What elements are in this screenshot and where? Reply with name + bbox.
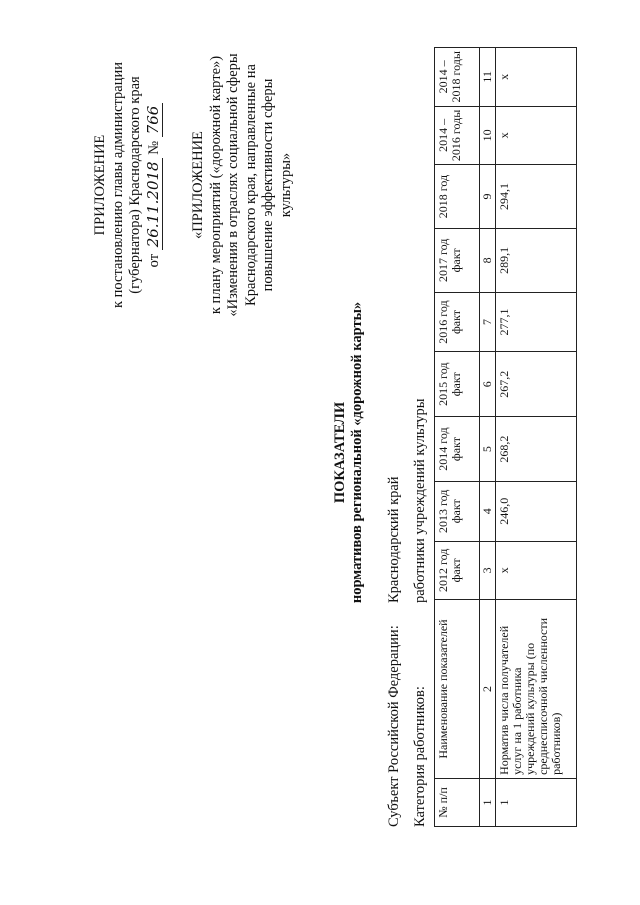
- plan-appendix-line-4: повышение эффективности сферы: [260, 78, 276, 292]
- document-title-line-2: нормативов региональной «дорожной карты»: [349, 301, 365, 604]
- appendix-from-prefix: от: [145, 253, 162, 268]
- row-value-2014-2016: x: [496, 106, 577, 165]
- category-row: [411, 207, 429, 827]
- header-2017: 2017 год факт: [435, 228, 480, 292]
- row-value-2016: 277,1: [496, 292, 577, 352]
- header-2014-2018: 2014 – 2018 годы: [435, 48, 480, 107]
- row-name: Норматив числа получателей услуг на 1 работника учреждений культуры (по среднесписочной численности работников): [496, 600, 577, 779]
- plan-appendix-title: «ПРИЛОЖЕНИЕ: [190, 131, 206, 239]
- row-value-2017: 289,1: [496, 228, 577, 292]
- appendix-date-line: [145, 20, 164, 350]
- column-number: 2: [480, 600, 496, 779]
- row-value-2014: 268,2: [496, 417, 577, 482]
- column-number-row: [480, 48, 496, 827]
- column-number: 3: [480, 541, 496, 600]
- header-2014-2016: 2014 – 2016 годы: [435, 106, 480, 165]
- column-number: 1: [480, 778, 496, 826]
- appendix-line-1: к постановлению главы администрации: [109, 61, 126, 309]
- column-number: 4: [480, 481, 496, 541]
- subject-label: Субъект Российской Федерации:: [386, 625, 402, 827]
- document-title: [332, 0, 366, 905]
- plan-appendix-line-1: к плану мероприятий («дорожной карте»): [207, 55, 224, 315]
- header-num: № п/п: [435, 778, 480, 826]
- row-value-2012: x: [496, 541, 577, 600]
- document-title-line-1: ПОКАЗАТЕЛИ: [332, 401, 348, 504]
- category-label: Категория работников:: [412, 686, 428, 827]
- row-value-2014-2018: x: [496, 48, 577, 107]
- row-value-2015: 267,2: [496, 352, 577, 417]
- table-header-row: [435, 48, 480, 827]
- plan-appendix-line-5: культуры»: [277, 152, 294, 218]
- category-value: работники учреждений культуры: [412, 398, 428, 603]
- handwritten-date: 26.11.2018: [144, 158, 163, 250]
- plan-appendix-line-3: Краснодарского края, направленные на: [242, 64, 259, 306]
- header-2015: 2015 год факт: [435, 352, 480, 417]
- header-2016: 2016 год факт: [435, 292, 480, 352]
- indicators-table: [434, 47, 577, 827]
- column-number: 11: [480, 48, 496, 107]
- column-number: 5: [480, 417, 496, 482]
- column-number: 7: [480, 292, 496, 352]
- plan-appendix-line-2: «Изменения в отраслях социальной сферы: [225, 53, 241, 317]
- header-2018: 2018 год: [435, 165, 480, 229]
- column-number: 9: [480, 165, 496, 229]
- column-number: 8: [480, 228, 496, 292]
- handwritten-number: 766: [144, 103, 163, 138]
- appendix-line-2: (губернатора) Краснодарского края: [127, 76, 143, 294]
- header-name: Наименование показателей: [435, 600, 480, 779]
- number-sign: №: [145, 140, 162, 155]
- row-num: 1: [496, 778, 577, 826]
- header-2014: 2014 год факт: [435, 417, 480, 482]
- row-value-2018: 294,1: [496, 165, 577, 229]
- header-2012: 2012 год факт: [435, 541, 480, 600]
- row-value-2013: 246,0: [496, 481, 577, 541]
- appendix-title: ПРИЛОЖЕНИЕ: [92, 134, 108, 236]
- table-row: [496, 48, 577, 827]
- column-number: 6: [480, 352, 496, 417]
- subject-value: Краснодарский край: [386, 476, 402, 603]
- column-number: 10: [480, 106, 496, 165]
- header-2013: 2013 год факт: [435, 481, 480, 541]
- subject-row: [385, 207, 403, 827]
- plan-appendix-block: [190, 20, 295, 350]
- subject-category-block: [385, 207, 437, 827]
- appendix-block: [92, 20, 163, 350]
